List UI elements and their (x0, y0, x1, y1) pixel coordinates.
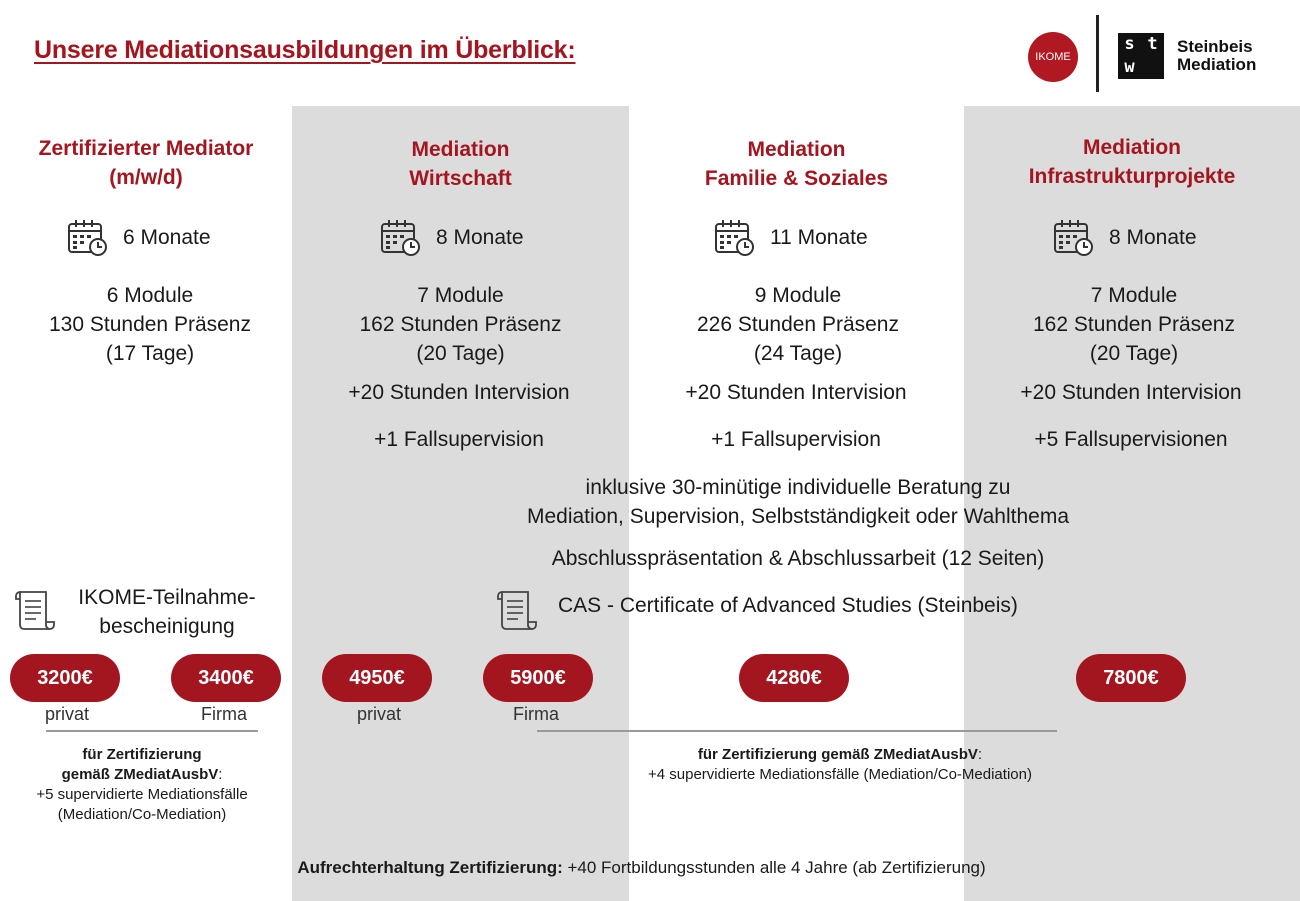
price-label: privat (356, 704, 401, 724)
price-badge: 5900€ (483, 654, 593, 702)
price-label: Firma (513, 704, 559, 724)
divider-line (537, 730, 1057, 732)
price-badge: 4280€ (739, 654, 849, 702)
calendar-clock-icon (380, 219, 422, 257)
abschluss-info: Abschlusspräsentation & Abschlussarbeit (12 Seiten) (551, 547, 1045, 570)
calendar-clock-icon (1053, 219, 1095, 257)
price-label: Firma (201, 704, 247, 724)
price-badge: 3200€ (10, 654, 120, 702)
duration-wirtschaft: 8 Monate (380, 219, 524, 257)
price-label: privat (44, 704, 89, 724)
price-badge: 7800€ (1076, 654, 1186, 702)
column-title-zertifizierter-mediator: Zertifizierter Mediator (m/w/d) (38, 137, 254, 189)
supervision-wirtschaft: +1 Fallsupervision (374, 428, 544, 451)
certification-note-right: für Zertifizierung gemäß ZMediatAusbV: +4 supervidierte Mediationsfälle (Mediation/Co-Mediation) (648, 746, 1032, 783)
module-info-familie-soziales: 9 Module 226 Stunden Präsenz (24 Tage) (697, 284, 899, 365)
duration-familie-soziales: 11 Monate (714, 219, 868, 257)
ikome-certificate: IKOME-Teilnahme- bescheinigung (78, 586, 256, 638)
module-info-infrastruktur: 7 Module 162 Stunden Präsenz (20 Tage) (1033, 284, 1235, 365)
ikome-logo: IKOME (1028, 32, 1078, 82)
certification-note-left: für Zertifizierung gemäß ZMediatAusbV: +5 supervidierte Mediationsfälle (Mediation/Co-Mediation) (36, 746, 248, 823)
duration-infrastruktur: 8 Monate (1053, 219, 1197, 257)
intervision-infrastruktur: +20 Stunden Intervision (1020, 381, 1242, 404)
supervision-familie-soziales: +1 Fallsupervision (711, 428, 881, 451)
calendar-clock-icon (714, 219, 756, 257)
price-badge: 3400€ (171, 654, 281, 702)
supervision-infrastruktur: +5 Fallsupervisionen (1034, 428, 1228, 451)
intervision-wirtschaft: +20 Stunden Intervision (348, 381, 570, 404)
certificate-scroll-icon (12, 589, 56, 631)
steinbeis-logo-mark: s t w (1118, 33, 1164, 79)
steinbeis-logo-text: Steinbeis Mediation (1177, 37, 1257, 74)
duration-zertifizierter-mediator: 6 Monate (67, 219, 211, 257)
column-title-wirtschaft: Mediation Wirtschaft (409, 138, 512, 190)
divider-line (46, 730, 258, 732)
column-title-infrastruktur: Mediation Infrastrukturprojekte (1028, 136, 1236, 188)
certificate-scroll-icon (494, 589, 538, 631)
column-title-familie-soziales: Mediation Familie & Soziales (704, 138, 889, 190)
footer-note: Aufrechterhaltung Zertifizierung: +40 Fortbildungsstunden alle 4 Jahre (ab Zertifizierung) (297, 858, 986, 877)
module-info-wirtschaft: 7 Module 162 Stunden Präsenz (20 Tage) (359, 284, 562, 365)
price-badge: 4950€ (322, 654, 432, 702)
logo-divider (1096, 15, 1099, 92)
module-info-zertifizierter-mediator: 6 Module 130 Stunden Präsenz (17 Tage) (49, 284, 251, 365)
calendar-clock-icon (67, 219, 109, 257)
page-title: Unsere Mediationsausbildungen im Überblick: (34, 36, 576, 64)
beratung-info: inklusive 30-minütige individuelle Beratung zu Mediation, Supervision, Selbstständigkeit oder Wahlthema (526, 476, 1069, 528)
cas-certificate: CAS - Certificate of Advanced Studies (Steinbeis) (558, 594, 1018, 617)
intervision-familie-soziales: +20 Stunden Intervision (685, 381, 907, 404)
